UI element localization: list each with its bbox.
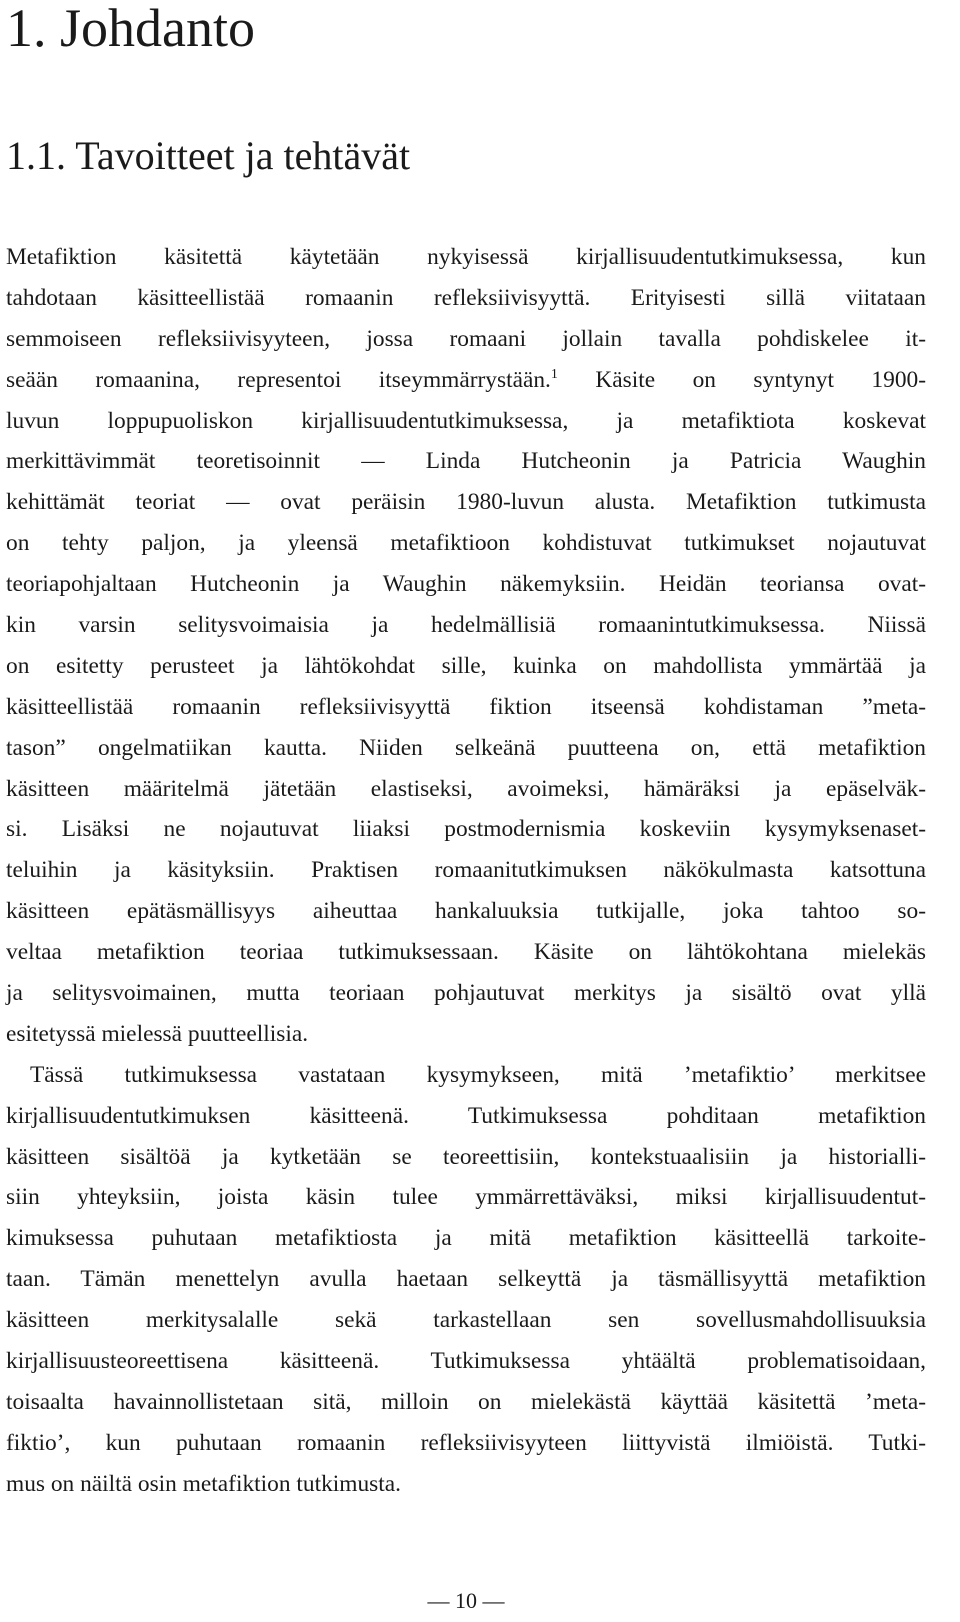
text-line: Metafiktion käsitettä käytetään nykyisessä kirjallisuudentutkimuksessa, kun [6,244,926,270]
text-line: toisaalta havainnollistetaan sitä, milloin on mielekästä käyttää käsitettä ’meta- [6,1388,926,1415]
text-line [6,360,926,401]
text-line: esitetyssä mielessä puutteellisia. [6,1020,309,1047]
text-line: si. Lisäksi ne nojautuvat liiaksi postmodernismia koskeviin kysymyksenaset- [6,816,926,843]
paragraph-2 [6,1055,926,1505]
text-line: mus on näiltä osin metafiktion tutkimusta. [6,1470,402,1497]
text-line: semmoiseen refleksiivisyyteen, jossa romaani jollain tavalla pohdiskelee it- [6,325,926,352]
text-line: tahdotaan käsitteellistää romaanin refleksiivisyyttä. Erityisesti sillä viitataan [6,284,926,311]
text-line: on tehty paljon, ja yleensä metafiktioon kohdistuvat tutkimukset nojautuvat [6,530,926,557]
text-line: kimuksessa puhutaan metafiktiosta ja mitä metafiktion käsitteellä tarkoite- [6,1225,926,1252]
text-line: merkittävimmät teoretisoinnit — Linda Hutcheonin ja Patricia Waughin [6,448,926,475]
text-segment: seään romaanina, representoi itseymmärrystään. [6,366,551,393]
text-line: teluihin ja käsityksiin. Praktisen romaanitutkimuksen näkökulmasta katsottuna [6,857,926,884]
text-line: käsitteen epätäsmällisyys aiheuttaa hankaluuksia tutkijalle, joka tahtoo so- [6,898,926,925]
body-text [6,237,926,1505]
text-line: käsitteellistää romaanin refleksiivisyyttä fiktion itseensä kohdistaman ”meta- [6,693,926,720]
paragraph-1 [6,237,926,1055]
text-line: on esitetty perusteet ja lähtökohdat sille, kuinka on mahdollista ymmärtää ja [6,652,926,679]
text-line: käsitteen merkitysalalle sekä tarkastellaan sen sovellusmahdollisuuksia [6,1307,926,1334]
text-line: taan. Tämän menettelyn avulla haetaan selkeyttä ja täsmällisyyttä metafiktion [6,1266,926,1293]
text-line: kirjallisuusteoreettisena käsitteenä. Tutkimuksessa yhtäältä problematisoidaan, [6,1348,926,1375]
text-line: kin varsin selitysvoimaisia ja hedelmällisiä romaanintutkimuksessa. Niissä [6,612,926,639]
text-line: tason” ongelmatiikan kautta. Niiden selkeänä puutteena on, että metafiktion [6,734,926,761]
text-line: käsitteen määritelmä jätetään elastiseksi, avoimeksi, hämäräksi ja epäselväk- [6,775,926,802]
text-line: fiktio’, kun puhutaan romaanin refleksiivisyyteen liittyvistä ilmiöistä. Tutki- [6,1429,926,1456]
page-number: — 10 — [427,1588,505,1613]
text-line: ja selitysvoimainen, mutta teoriaan pohjautuvat merkitys ja sisältö ovat yllä [6,980,926,1007]
text-line: käsitteen sisältöä ja kytketään se teoreettisiin, kontekstuaalisiin ja historialli- [6,1143,926,1170]
text-line: luvun loppupuoliskon kirjallisuudentutkimuksessa, ja metafiktiota koskevat [6,407,926,434]
text-line: kehittämät teoriat — ovat peräisin 1980-luvun alusta. Metafiktion tutkimusta [6,489,926,516]
text-line: siin yhteyksiin, joista käsin tulee ymmärrettäväksi, miksi kirjallisuudentut- [6,1184,926,1211]
text-line: teoriapohjaltaan Hutcheonin ja Waughin näkemyksiin. Heidän teoriansa ovat- [6,571,926,598]
chapter-heading: 1. Johdanto [6,0,255,58]
text-segment: Käsite on syntynyt 1900- [557,366,927,393]
section-heading: 1.1. Tavoitteet ja tehtävät [6,133,411,178]
text-line: kirjallisuudentutkimuksen käsitteenä. Tutkimuksessa pohditaan metafiktion [6,1102,926,1129]
text-line: veltaa metafiktion teoriaa tutkimuksessaan. Käsite on lähtökohtana mielekäs [6,939,926,966]
footnote-marker: 1 [550,366,558,382]
text-line: Tässä tutkimuksessa vastataan kysymykseen, mitä ’metafiktio’ merkitsee [30,1061,926,1088]
